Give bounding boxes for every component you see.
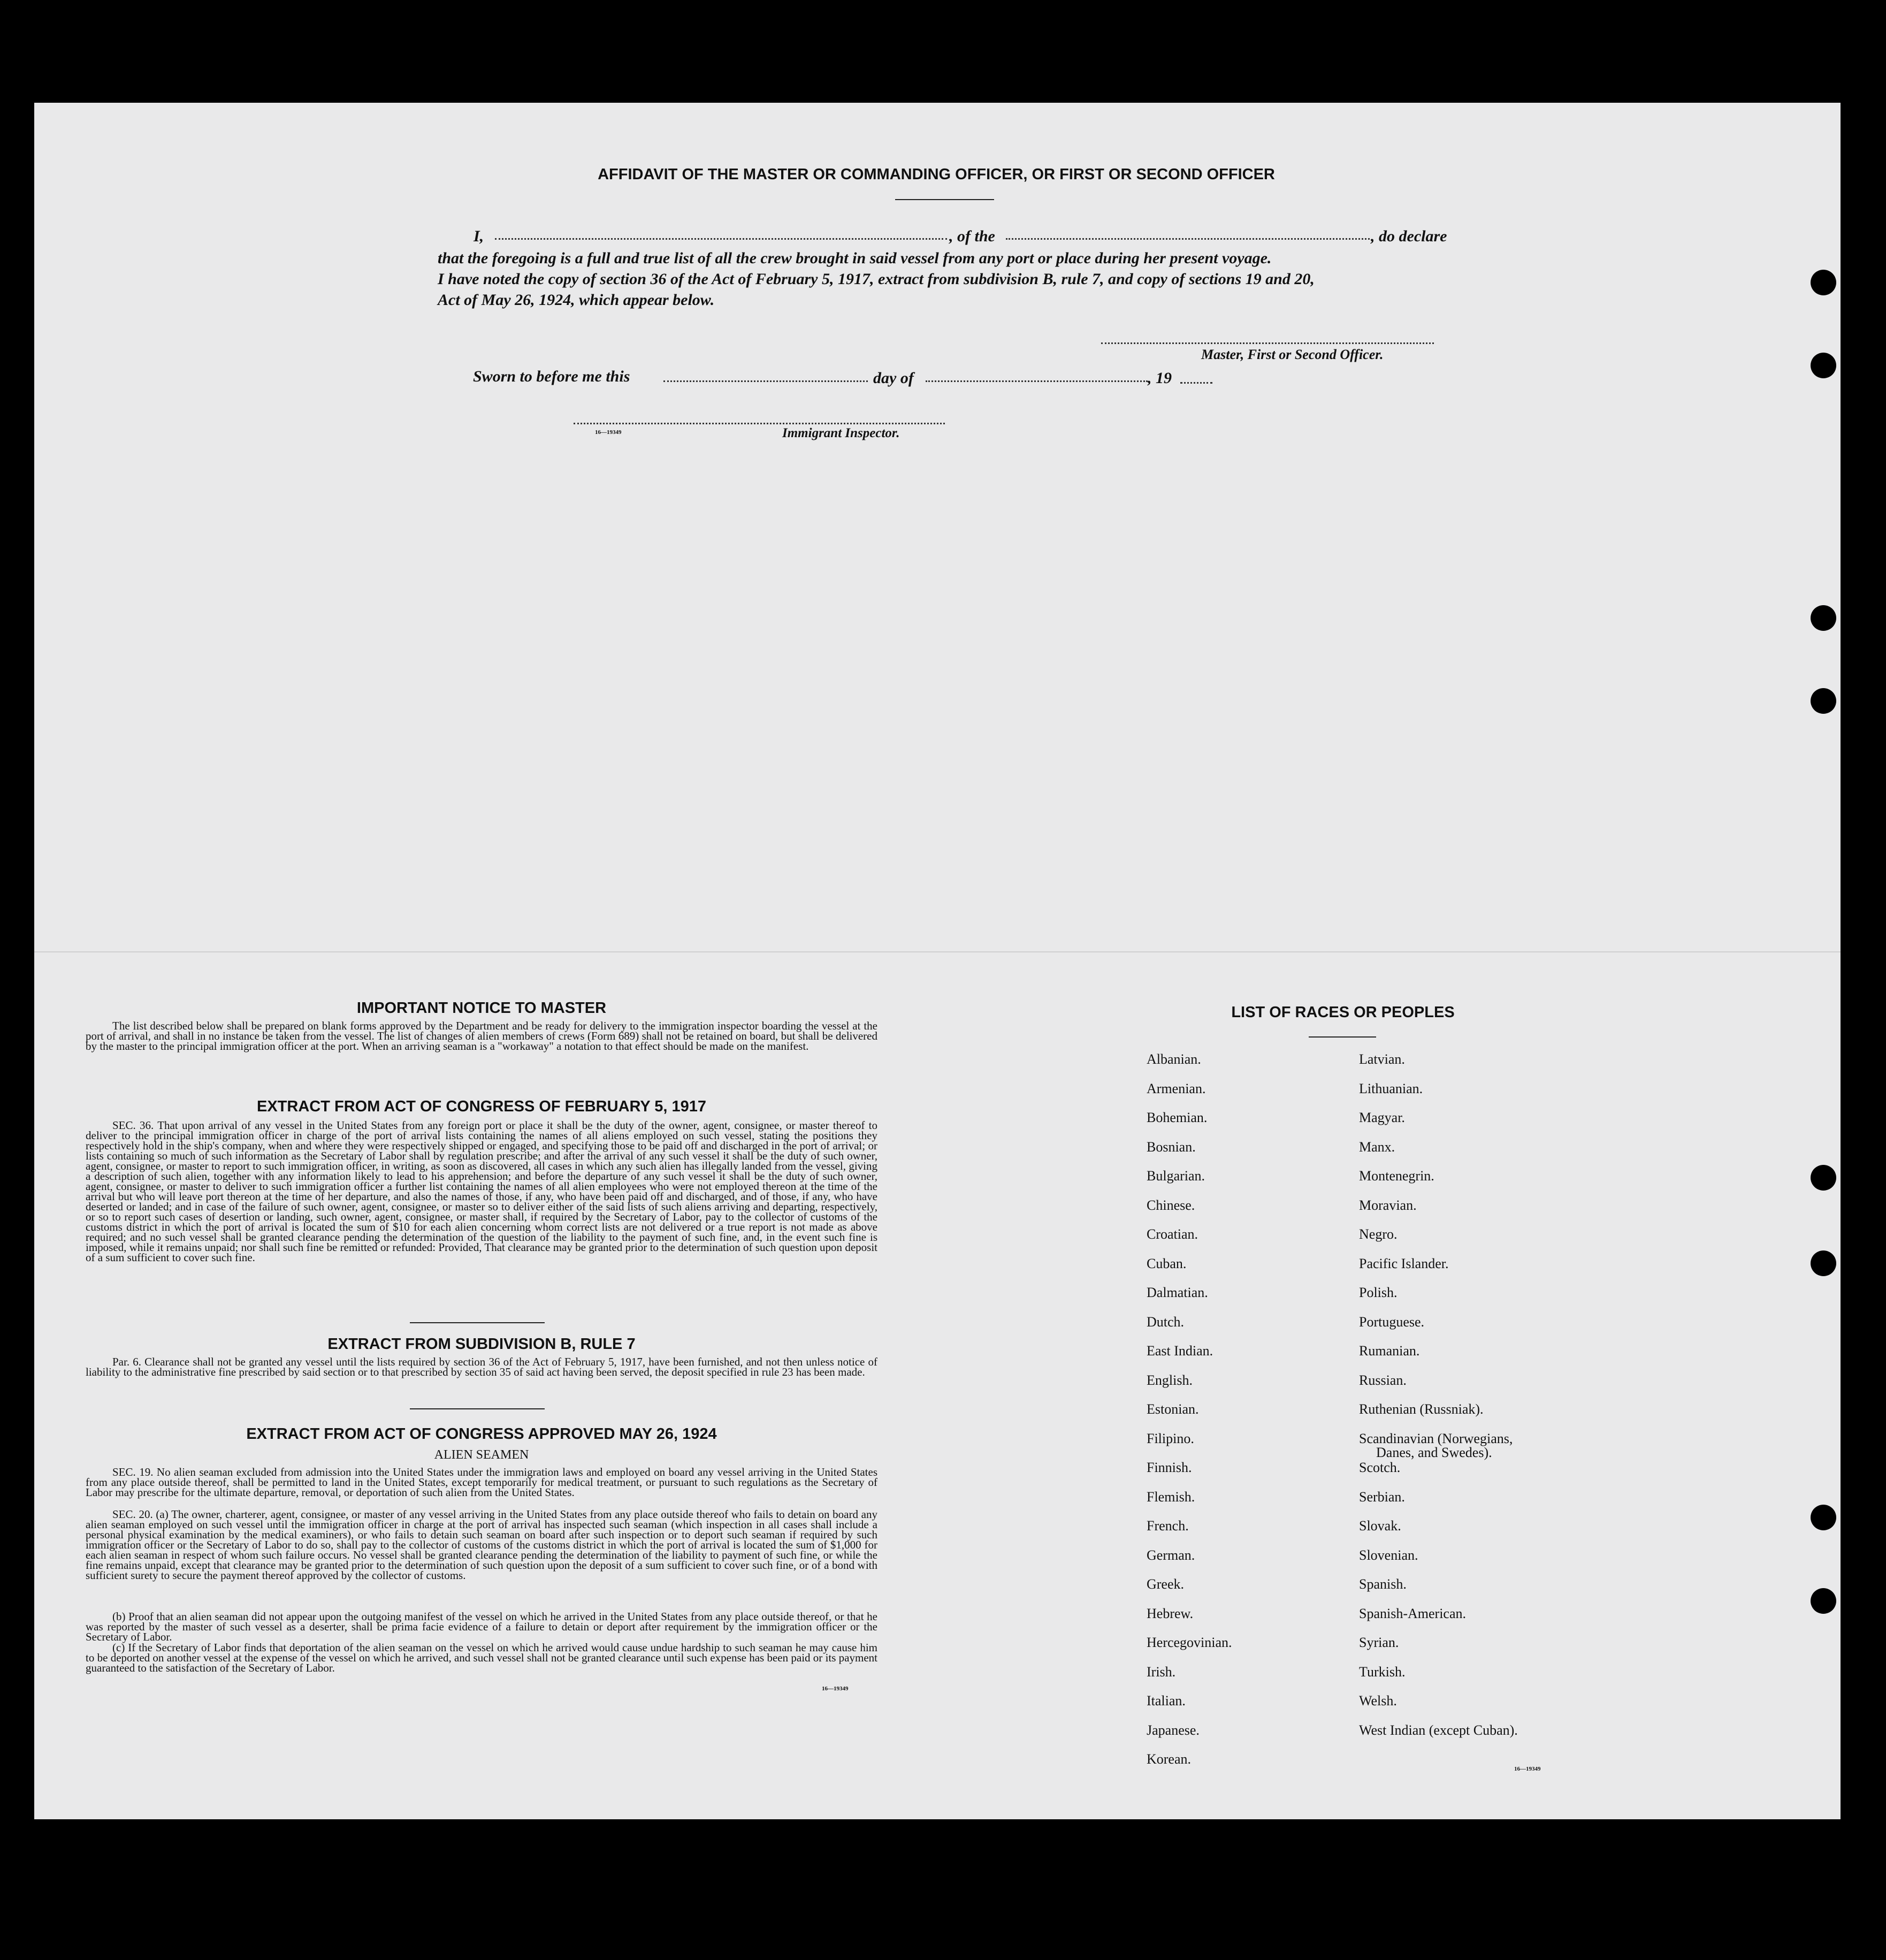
year-label: , 19	[1148, 369, 1172, 387]
section-rule	[410, 1408, 545, 1409]
race-item: Finnish.	[1147, 1460, 1192, 1475]
form-number: 16—19349	[822, 1686, 849, 1692]
race-item: Scandinavian (Norwegians,	[1359, 1430, 1513, 1446]
race-item: Moravian.	[1359, 1197, 1417, 1213]
act1924-sec19: SEC. 19. No alien seaman excluded from admission into the United States under the immigration laws and employed on board any vessel arriving in the United States from any place outside thereof, shall be permitted to land in the United States, except temporarily for medical treatment, or pursuant to such regulations as the Secretary of Labor may prescribe for the ultimate departure, removal, or deportation of such alien from the United States.	[86, 1466, 877, 1499]
races-title: LIST OF RACES OR PEOPLES	[1231, 1004, 1455, 1021]
race-item: Lithuanian.	[1359, 1080, 1423, 1096]
race-item: Welsh.	[1359, 1693, 1397, 1709]
race-item: East Indian.	[1147, 1343, 1213, 1359]
sworn-label: Sworn to before me this	[473, 368, 630, 385]
punch-hole	[1811, 1165, 1836, 1191]
punch-hole	[1811, 270, 1836, 295]
name-field[interactable]	[495, 238, 947, 240]
race-item: Negro.	[1359, 1226, 1398, 1242]
race-item: Montenegrin.	[1359, 1168, 1434, 1184]
race-item: Dalmatian.	[1147, 1285, 1208, 1300]
affidavit-line4: Act of May 26, 1924, which appear below.	[438, 291, 715, 309]
race-item: Danes, and Swedes).	[1376, 1444, 1492, 1460]
race-item: Hercegovinian.	[1147, 1635, 1232, 1650]
form-number: 16—19349	[595, 429, 622, 436]
rule7-body: Par. 6. Clearance shall not be granted any vessel until the lists required by section 36 of the Act of February 5, 1917, have been furnished, and not then unless notice of liability to the administrative fine prescribed by said section or to that prescribed by section 35 of said act having been served, the deposit specified in rule 23 has been made.	[86, 1355, 877, 1378]
race-item: Albanian.	[1147, 1051, 1201, 1067]
race-item: German.	[1147, 1547, 1195, 1563]
race-item: Magyar.	[1359, 1110, 1405, 1125]
title-rule	[895, 199, 994, 200]
sworn-month-field[interactable]	[926, 380, 1148, 382]
day-of-label: day of	[873, 369, 914, 387]
race-item: Bohemian.	[1147, 1110, 1208, 1125]
master-signature-field[interactable]	[1101, 342, 1434, 344]
race-item: Dutch.	[1147, 1314, 1185, 1330]
race-item: Ruthenian (Russniak).	[1359, 1401, 1484, 1417]
race-item: Flemish.	[1147, 1489, 1195, 1505]
act1924-sec20c: (c) If the Secretary of Labor finds that deportation of the alien seaman on the vessel on which he arrived would cause undue hardship to such seaman he may cause him to be deported on another vessel at the expense of the vessel on which he arrived, and such vessel shall not be granted clearance until such expense has been paid or its payment guaranteed to the satisfaction of the Secretary of Labor.	[86, 1641, 877, 1674]
race-item: Polish.	[1359, 1285, 1398, 1300]
form-number: 16—19349	[1514, 1766, 1541, 1772]
sworn-day-field[interactable]	[663, 380, 868, 382]
punch-hole	[1811, 1588, 1836, 1614]
affidavit-of-the: , of the	[949, 227, 995, 245]
punch-hole	[1811, 353, 1836, 378]
race-item: Irish.	[1147, 1664, 1176, 1680]
punch-hole	[1811, 688, 1836, 714]
race-item: Japanese.	[1147, 1722, 1200, 1738]
race-item: Cuban.	[1147, 1255, 1187, 1271]
title-rule	[1309, 1036, 1376, 1038]
vessel-field[interactable]	[1006, 238, 1370, 240]
race-item: Serbian.	[1359, 1489, 1405, 1505]
race-item: Chinese.	[1147, 1197, 1195, 1213]
act1917-body: SEC. 36. That upon arrival of any vessel in the United States from any foreign port or place it shall be the duty of the owner, agent, consignee, or master thereof to deliver to the principal immigration officer in charge of the port of arrival lists containing the names of all aliens employed on such vessel, stating the positions they respectively hold in the ship's company, when and where they were respectively shipped or engaged, and specifying those to be paid off and discharged in the port of arrival; or lists containing so much of such information as the Secretary of Labor shall by regulation prescribe; and after the arrival of any such vessel it shall be the duty of such owner, agent, consignee, or master to report to such immigration officer, in writing, as soon as discovered, all cases in which any such alien has illegally landed from the vessel, giving a description of such alien, together with any information likely to lead to his apprehension; and before the departure of any such vessel it shall be the duty of such owner, agent, consignee, or master to deliver to such immigration officer a further list containing the names of all alien employees who were not employed thereon at the time of the arrival but who will leave port thereon at the time of her departure, and also the names of those, if any, who have been paid off and discharged, and of those, if any, who have deserted or landed; and in case of the failure of such owner, agent, consignee, or master so to deliver either of the said lists of such aliens arriving and departing, respectively, or so to report such cases of desertion or landing, such owner, agent, consignee, or master shall, if required by the Secretary of Labor, pay to the collector of customs of the customs district in which the port of arrival is located the sum of $10 for each alien concerning whom correct lists are not delivered or a true report is not made as above required; and no such vessel shall be granted clearance pending the determination of the question of the liability to the payment of such fine, and, in the event such fine is imposed, while it remains unpaid; nor shall such fine be remitted or refunded: Provided, That clearance may be granted prior to the determination of such question upon deposit of a sum sufficient to cover such fine.	[86, 1119, 877, 1264]
punch-hole	[1811, 1250, 1836, 1276]
race-item: English.	[1147, 1372, 1193, 1388]
affidavit-do-declare: , do declare	[1371, 227, 1447, 245]
act1917-title: EXTRACT FROM ACT OF CONGRESS OF FEBRUARY 5, 1917	[256, 1098, 707, 1115]
race-item: Manx.	[1359, 1139, 1395, 1155]
act1924-sec20a: SEC. 20. (a) The owner, charterer, agent, consignee, or master of any vessel arriving in the United States from any place outside thereof who fails to detain on board any alien seaman employed on such vessel until the immigration officer in charge at the port of arrival has inspected such seaman (which inspection in all cases shall include a personal physical examination by the medical examiners), or who fails to detain such seaman on board after such inspection or to deport such seaman if required by such immigration officer or the Secretary of Labor to do so, shall pay to the collector of customs of the customs district in which the port of arrival is located the sum of $1,000 for each alien seaman in respect of whom such failure occurs. No vessel shall be granted clearance pending the determination of the liability to payment of such fine, or while the fine remains unpaid, except that clearance may be granted prior to the determination of such question upon the deposit of a sum sufficient to cover such fine, or of a bond with sufficient surety to secure the payment thereof approved by the collector of customs.	[86, 1508, 877, 1582]
punch-hole	[1811, 1505, 1836, 1530]
race-item: Russian.	[1359, 1372, 1407, 1388]
act1924-sec20b: (b) Proof that an alien seaman did not appear upon the outgoing manifest of the vessel on which he arrived in the United States from any place outside thereof, or that he was reported by the master of such vessel as a deserter, shall be prima facie evidence of a failure to detain or deport after requirement by the immigration officer or the Secretary of Labor.	[86, 1610, 877, 1643]
race-item: French.	[1147, 1518, 1189, 1534]
race-item: Armenian.	[1147, 1080, 1206, 1096]
race-item: Korean.	[1147, 1751, 1192, 1767]
notice-body: The list described below shall be prepared on blank forms approved by the Department and be ready for delivery to the immigration inspector boarding the vessel at the port of arrival, and shall in no instance be taken from the vessel. The list of changes of alien members of crews (Form 689) shall not be retained on board, but shall be delivered by the master to the principal immigration officer at the port. When an arriving seaman is a "workaway" a notation to that effect should be made on the manifest.	[86, 1019, 877, 1053]
fold-line	[34, 951, 1841, 952]
race-item: Hebrew.	[1147, 1605, 1194, 1621]
affidavit-line2: that the foregoing is a full and true list of all the crew brought in said vessel from any port or place during her present voyage.	[438, 249, 1272, 267]
race-item: Turkish.	[1359, 1664, 1406, 1680]
act1924-subtitle: ALIEN SEAMEN	[434, 1448, 529, 1462]
race-item: Croatian.	[1147, 1226, 1198, 1242]
year-field[interactable]	[1180, 382, 1212, 384]
master-signature-label: Master, First or Second Officer.	[1201, 347, 1384, 362]
act1924-title: EXTRACT FROM ACT OF CONGRESS APPROVED MAY 26, 1924	[246, 1425, 717, 1443]
race-item: Bulgarian.	[1147, 1168, 1205, 1184]
notice-title: IMPORTANT NOTICE TO MASTER	[356, 1000, 607, 1017]
race-item: Spanish.	[1359, 1576, 1407, 1592]
section-rule	[410, 1322, 545, 1323]
race-item: Bosnian.	[1147, 1139, 1196, 1155]
race-item: Rumanian.	[1359, 1343, 1420, 1359]
race-item: West Indian (except Cuban).	[1359, 1722, 1518, 1738]
affidavit-title: AFFIDAVIT OF THE MASTER OR COMMANDING OFFICER, OR FIRST OR SECOND OFFICER	[598, 166, 1275, 183]
affidavit-i: I,	[474, 227, 484, 245]
inspector-label: Immigrant Inspector.	[782, 426, 900, 440]
race-item: Syrian.	[1359, 1635, 1399, 1650]
affidavit-line3: I have noted the copy of section 36 of the Act of February 5, 1917, extract from subdivision B, rule 7, and copy of sections 19 and 20,	[438, 270, 1315, 288]
inspector-signature-field[interactable]	[574, 423, 945, 424]
race-item: Pacific Islander.	[1359, 1255, 1449, 1271]
race-item: Spanish-American.	[1359, 1605, 1467, 1621]
race-item: Slovak.	[1359, 1518, 1401, 1534]
race-item: Estonian.	[1147, 1401, 1199, 1417]
race-item: Portuguese.	[1359, 1314, 1425, 1330]
rule7-title: EXTRACT FROM SUBDIVISION B, RULE 7	[327, 1336, 636, 1353]
race-item: Italian.	[1147, 1693, 1186, 1709]
race-item: Greek.	[1147, 1576, 1185, 1592]
race-item: Latvian.	[1359, 1051, 1405, 1067]
race-item: Filipino.	[1147, 1430, 1194, 1446]
punch-hole	[1811, 605, 1836, 631]
race-item: Slovenian.	[1359, 1547, 1418, 1563]
race-item: Scotch.	[1359, 1460, 1401, 1475]
